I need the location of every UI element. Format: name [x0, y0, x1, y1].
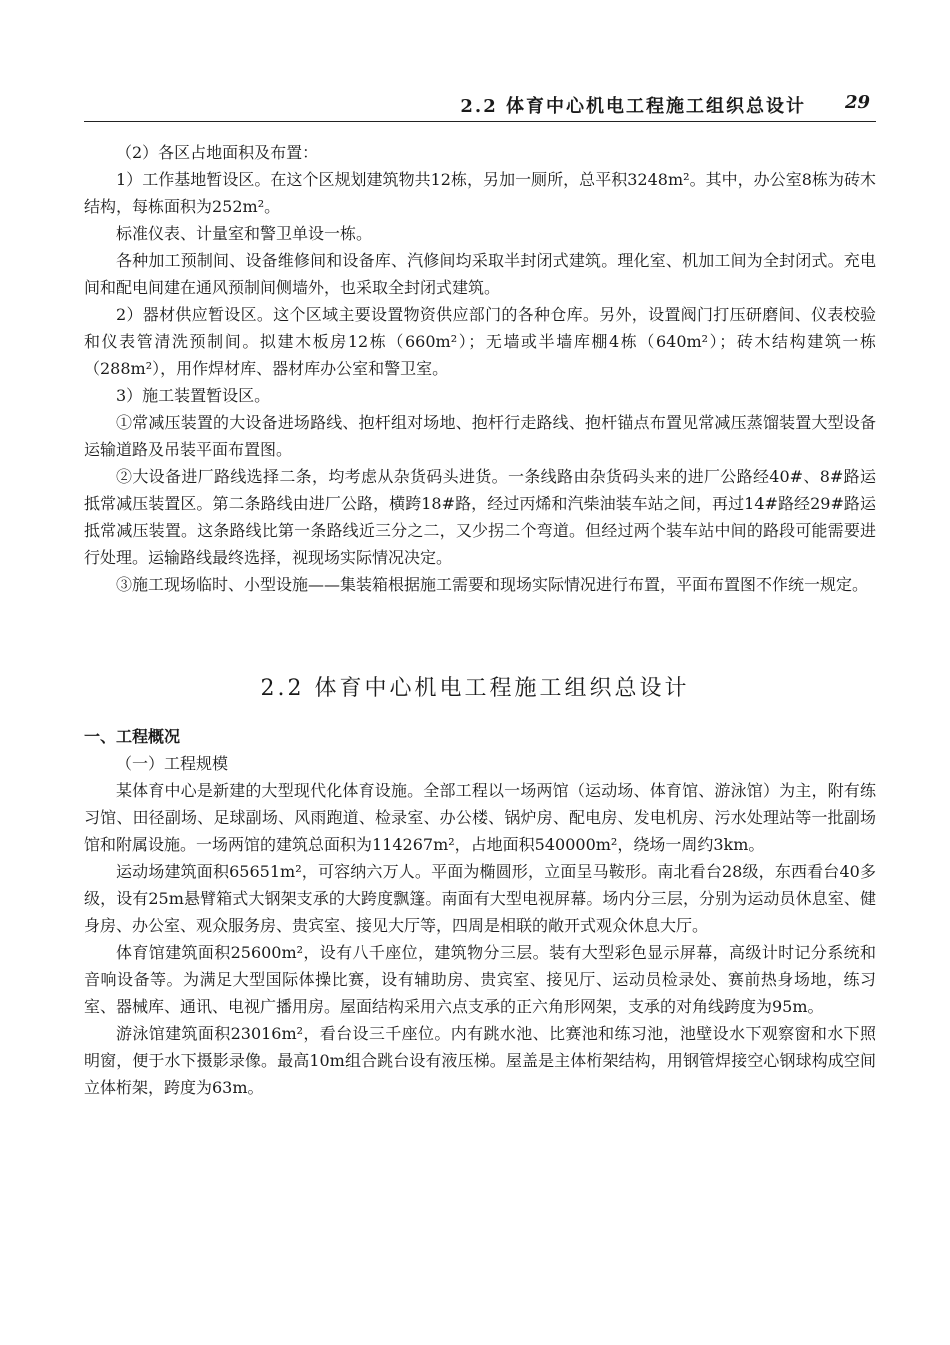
- paragraph-workshops: 各种加工预制间、设备维修间和设备库、汽修间均采取半封闭式建筑。理化室、机加工间为全封闭式。充电间和配电间建在通风预制间侧墙外，也采取全封闭式建筑。: [84, 251, 876, 297]
- paragraph-material-supply: 2）器材供应暂设区。这个区域主要设置物资供应部门的各种仓库。另外，设置阀门打压研磨间、仪表校验和仪表管清洗预制间。拟建木板房12栋（660m²）；无墙或半墙库棚4栋（640m²）；砖木结构建筑一栋（288m²），用作焊材库、器材库办公室和警卫室。: [84, 305, 876, 378]
- heading-project-overview: 一、工程概况: [84, 727, 181, 746]
- paragraph-transport-routes: ②大设备进厂路线选择二条，均考虑从杂货码头进货。一条线路由杂货码头来的进厂公路经40#、8#路运抵常减压装置区。第二条路线由进厂公路，横跨18#路，经过丙烯和汽柴油装车站之间，再过14#路经29#路运抵常减压装置。这条路线比第一条路线近三分之二，又少拐二个弯道。但经过两个装车站中间的路段可能需要进行处理。运输路线最终选择，视现场实际情况决定。: [84, 467, 876, 567]
- page-number: 29: [844, 92, 870, 113]
- paragraph-construction-area: 3）施工装置暂设区。: [116, 386, 271, 405]
- paragraph-stadium: 运动场建筑面积65651m²，可容纳六万人。平面为椭圆形，立面呈马鞍形。南北看台28级，东西看台40多级，设有25m悬臂箱式大钢架支承的大跨度飘篷。南面有大型电视屏幕。场内分三层，分别为运动员休息室、健身房、办公室、观众服务房、贵宾室、接见大厅等，四周是相联的敞开式观众休息大厅。: [84, 862, 876, 935]
- paragraph-sports-center: 某体育中心是新建的大型现代化体育设施。全部工程以一场两馆（运动场、体育馆、游泳馆）为主，附有练习馆、田径副场、足球副场、风雨跑道、检录室、办公楼、锅炉房、配电房、发电机房、污水处理站等一批副场馆和附属设施。一场两馆的建筑总面积为114267m²，占地面积540000m²，绕场一周约3km。: [84, 781, 876, 854]
- section-title: 2.2 体育中心机电工程施工组织总设计: [260, 676, 690, 701]
- paragraph-work-base: 1）工作基地暂设区。在这个区规划建筑物共12栋，另加一厕所，总平积3248m²。其中，办公室8栋为砖木结构，每栋面积为252m²。: [84, 170, 876, 216]
- header-rule: [84, 121, 876, 122]
- running-header: [84, 90, 876, 120]
- paragraph-equipment-route: ①常减压装置的大设备进场路线、抱杆组对场地、抱杆行走路线、抱杆锚点布置见常减压蒸馏装置大型设备运输道路及吊装平面布置图。: [84, 413, 876, 459]
- heading-project-scale: （一）工程规模: [116, 754, 229, 773]
- paragraph-natatorium: 游泳馆建筑面积23016m²，看台设三千座位。内有跳水池、比赛池和练习池，池壁设水下观察窗和水下照明窗，便于水下摄影录像。最高10m组合跳台设有液压梯。屋盖是主体桁架结构，用钢管焊接空心钢球构成空间立体桁架，跨度为63m。: [84, 1024, 876, 1097]
- paragraph-temporary-facilities: ③施工现场临时、小型设施——集装箱根据施工需要和现场实际情况进行布置，平面布置图不作统一规定。: [116, 575, 869, 594]
- paragraph-gymnasium: 体育馆建筑面积25600m²，设有八千座位，建筑物分三层。装有大型彩色显示屏幕，高级计时记分系统和音响设备等。为满足大型国际体操比赛，设有辅助房、贵宾室、接见厅、运动员检录处、赛前热身场地，练习室、器械库、通讯、电视广播用房。屋面结构采用六点支承的正六角形网架，支承的对角线跨度为95m。: [84, 943, 876, 1016]
- project-overview-section: [84, 723, 876, 1101]
- site-layout-section: [84, 139, 876, 598]
- paragraph-instrument-room: 标准仪表、计量室和警卫单设一栋。: [116, 224, 373, 243]
- paragraph-area-heading: （2）各区占地面积及布置：: [116, 143, 319, 162]
- running-header-title: 2.2 体育中心机电工程施工组织总设计: [460, 96, 806, 117]
